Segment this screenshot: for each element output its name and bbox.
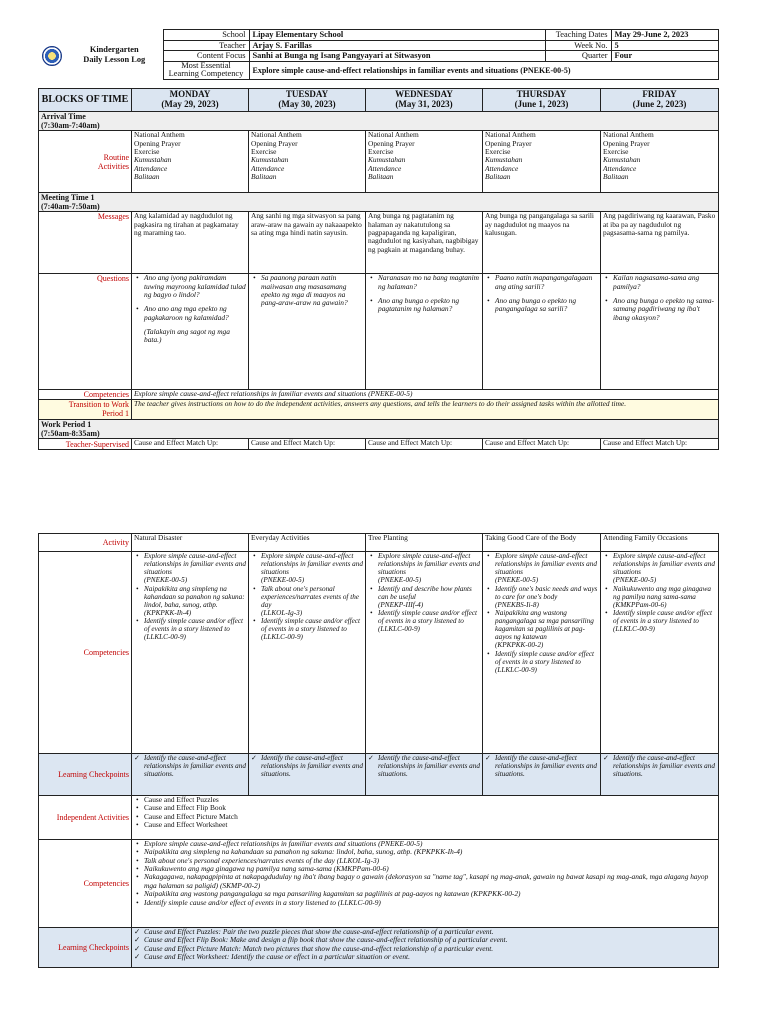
routine-item: National Anthem — [368, 130, 419, 140]
work-competencies-label: Competencies — [39, 552, 132, 754]
competency-code: (LLKLC-00-9) — [144, 633, 186, 642]
header-table — [38, 29, 719, 80]
independent-item: • Cause and Effect Puzzles — [134, 796, 716, 804]
competency-label-1: Most Essential — [181, 60, 231, 70]
blocks-of-time-header: BLOCKS OF TIME — [39, 89, 132, 112]
routine-item: Balitaan — [485, 171, 511, 181]
competency-code: (LLKLC-00-9) — [378, 625, 420, 634]
day-competency-item — [134, 617, 246, 641]
competencies-monday — [132, 552, 249, 754]
routine-item: Exercise — [485, 146, 511, 156]
questions-monday — [132, 274, 249, 390]
day-header-monday: MONDAY (May 29, 2023) — [132, 89, 249, 112]
checkpoint-wednesday: ✓ Identify the cause-and-effect relationships in familiar events and situations. — [366, 754, 483, 796]
competency-item: • Naipakikita ang simpleng na kahandaan sa panahon ng sakuna: lindol, baha, sunog, atbp. (KPKPKK-Ih-4) — [134, 848, 716, 856]
title-line-2: Daily Lesson Log — [83, 54, 146, 64]
activity-friday: Attending Family Occasions — [601, 534, 719, 552]
transition-value: The teacher gives instructions on how to do the independent activities, answers any questions, and tells the learners to do their assigned tasks within the allotted time. — [132, 400, 719, 420]
message-tuesday: Ang sanhi ng mga sitwasyon sa pang araw-araw na gawain ay nakaaapekto sa ating mga hindi natin sayusin. — [249, 212, 366, 274]
competency-text: • Explore simple cause-and-effect relationships in familiar events and situations — [378, 552, 480, 577]
teacher-supervised-label: Teacher-Supervised — [39, 439, 132, 450]
competency-label — [163, 61, 249, 80]
competency-item: • Explore simple cause-and-effect relationships in familiar events and situations (PNEKE-00-5) — [134, 840, 716, 848]
day-header-thursday: THURSDAY (June 1, 2023) — [483, 89, 601, 112]
routine-item: Exercise — [134, 146, 160, 156]
questions-thursday — [483, 274, 601, 390]
routine-item: Kumustahan — [134, 155, 172, 165]
checkpoint-thursday: ✓ Identify the cause-and-effect relationships in familiar events and situations. — [483, 754, 601, 796]
independent-item: • Cause and Effect Picture Match — [134, 813, 716, 821]
meeting-time-section: Meeting Time 1 (7:40am-7:50am) — [39, 193, 719, 212]
competencies-tuesday — [249, 552, 366, 754]
arrival-time-section: Arrival Time (7:30am-7:40am) — [39, 112, 719, 131]
competency-code: (LLKLC-00-9) — [261, 633, 303, 642]
competencies-friday — [601, 552, 719, 754]
competency-code: (LLKLC-00-9) — [495, 665, 537, 674]
message-friday: Ang pagdiriwang ng kaarawan, Pasko at iba pa ay nagdudulot ng pagsasama-sama ng pamilya. — [601, 212, 719, 274]
quarter-label: Quarter — [545, 51, 611, 62]
message-thursday: Ang bunga ng pangangalaga sa sarili ay nagdudulot ng maayos na kalusugan. — [483, 212, 601, 274]
day-competency-item — [603, 585, 716, 609]
competency-code: (PNEKE-00-5) — [144, 576, 188, 585]
independent-item: • Cause and Effect Flip Book — [134, 804, 716, 812]
routine-friday — [601, 131, 719, 193]
routine-item: Kumustahan — [603, 155, 641, 165]
routine-wednesday — [366, 131, 483, 193]
independent-checkpoints-value — [132, 928, 719, 968]
meeting-competencies-label: Competencies — [39, 390, 132, 400]
day-competency-item — [134, 552, 246, 585]
supervised-monday: Cause and Effect Match Up: — [132, 439, 249, 450]
day-header-wednesday: WEDNESDAY (May 31, 2023) — [366, 89, 483, 112]
questions-note: (Talakayin ang sagot ng mga bata.) — [144, 327, 230, 345]
question-item: • Ano ang bunga o epekto ng pangangalaga sa sarili? — [485, 297, 598, 314]
routine-item: Kumustahan — [251, 155, 289, 165]
questions-tuesday — [249, 274, 366, 390]
checkpoint-item: ✓ Cause and Effect Flip Book: Make and design a flip book that show the cause-and-effect relationship of a particular event. — [134, 936, 716, 944]
independent-competencies-label: Competencies — [39, 840, 132, 928]
competency-value: Explore simple cause-and-effect relationships in familiar events and situations (PNEKE-00-5) — [249, 61, 718, 80]
competency-item: • Naikukuwento ang mga ginagawa ng pamilya nang sama-sama (KMKPPam-00-6) — [134, 865, 716, 873]
competency-text: • Identify one's basic needs and ways to care for one's body — [495, 584, 598, 601]
routine-item: Balitaan — [251, 171, 277, 181]
routine-item: Exercise — [603, 146, 629, 156]
day-competency-item — [251, 552, 363, 585]
question-item: • Ano ano ang mga epekto ng pagkakaroon ng kalamidad? — [134, 305, 246, 322]
independent-competencies-value — [132, 840, 719, 928]
routine-item: Exercise — [368, 146, 394, 156]
routine-item: Attendance — [485, 163, 519, 173]
competency-item: • Nakagagawa, nakapagpipinta at nakapagdudulay ng iba't ibang bagay o gawain (dekorasyon sa "name tag", kasapi ng mag-anak, gawain ng bawat kasapi ng mag-anak, mga alagang hayop mga halaman sa paligid) (SKMP-00-2) — [134, 873, 716, 890]
routine-item: Balitaan — [134, 171, 160, 181]
supervised-tuesday: Cause and Effect Match Up: — [249, 439, 366, 450]
competency-text: • Naipakikita ang wastong pangangalaga sa mga pansariling kagamitan sa paglilinis at pag-aayos ng katawan — [495, 608, 594, 642]
competency-text: • Explore simple cause-and-effect relationships in familiar events and situations — [495, 552, 597, 577]
competency-code: (PNEKE-00-5) — [378, 576, 422, 585]
content-focus-value: Sanhi at Bunga ng Isang Pangyayari at Sitwasyon — [249, 51, 545, 62]
competency-item: • Talk about one's personal experiences/narrates events of the day (LLKOL-Ig-3) — [134, 857, 716, 865]
day-competency-item — [485, 552, 598, 585]
routine-item: Opening Prayer — [485, 138, 532, 148]
day-competency-item — [485, 585, 598, 609]
competency-code: (LLKLC-00-9) — [613, 625, 655, 634]
work-period-section: Work Period 1 (7:50am-8:35am) — [39, 420, 719, 439]
routine-item: Opening Prayer — [368, 138, 415, 148]
checkpoint-item: ✓ Cause and Effect Picture Match: Match two pictures that show the cause-and-effect relationship of a particular event. — [134, 945, 716, 953]
routine-item: Attendance — [134, 163, 168, 173]
day-competency-item — [251, 585, 363, 618]
routine-item: Opening Prayer — [251, 138, 298, 148]
school-label: School — [163, 30, 249, 41]
checkpoint-item: ✓ Cause and Effect Worksheet: Identify the cause or effect in a particular situation or event. — [134, 953, 716, 961]
routine-item: Attendance — [603, 163, 637, 173]
message-wednesday: Ang bunga ng pagtatanim ng halaman ay nakatutulong sa pagpapaganda ng kapaligiran, nagdudulot ng kasiyahan, nagbibigay ng pagkain at magandang buhay. — [366, 212, 483, 274]
independent-checkpoints-label: Learning Checkpoints — [39, 928, 132, 968]
messages-label: Messages — [39, 212, 132, 274]
routine-item: National Anthem — [485, 130, 536, 140]
questions-wednesday — [366, 274, 483, 390]
question-item: • Paano natin mapangangalagaan ang ating sarili? — [485, 274, 598, 291]
independent-activities-label: Independent Activities — [39, 796, 132, 840]
activity-wednesday: Tree Planting — [366, 534, 483, 552]
questions-label: Questions — [39, 274, 132, 390]
competencies-thursday — [483, 552, 601, 754]
routine-item: National Anthem — [251, 130, 302, 140]
competency-code: (KMKPPam-00-6) — [613, 600, 667, 609]
supervised-thursday: Cause and Effect Match Up: — [483, 439, 601, 450]
competency-code: (PNEKP-IIIf-4) — [378, 600, 424, 609]
routine-item: Balitaan — [603, 171, 629, 181]
lesson-log-page-2 — [38, 533, 718, 968]
competency-code: (PNEKE-00-5) — [495, 576, 539, 585]
day-competency-item — [603, 552, 716, 585]
schedule-table — [38, 88, 719, 450]
routine-item: Opening Prayer — [134, 138, 181, 148]
transition-label: Transition to Work Period 1 — [39, 400, 132, 420]
day-competency-item — [485, 609, 598, 650]
day-header-friday: FRIDAY (June 2, 2023) — [601, 89, 719, 112]
checkpoint-tuesday: ✓ Identify the cause-and-effect relationships in familiar events and situations. — [249, 754, 366, 796]
checkpoint-monday: ✓ Identify the cause-and-effect relationships in familiar events and situations. — [132, 754, 249, 796]
activity-label: Activity — [39, 534, 132, 552]
day-header-tuesday: TUESDAY (May 30, 2023) — [249, 89, 366, 112]
message-monday: Ang kalamidad ay nagdudulot ng pagkasira ng tirahan at pagkamatay ng maraming tao. — [132, 212, 249, 274]
supervised-friday: Cause and Effect Match Up: — [601, 439, 719, 450]
day-competency-item — [368, 609, 480, 633]
competency-text: • Identify and describe how plants can be useful — [378, 584, 472, 601]
competency-text: • Naikukuwento ang mga ginagawa ng pamilya nang sama-sama — [613, 584, 712, 601]
competency-code: (KPKPKK-Ih-4) — [144, 608, 192, 617]
checkpoint-item: ✓ Cause and Effect Puzzles: Pair the two puzzle pieces that show the cause-and-effect relationship of a particular event. — [134, 928, 716, 936]
day-competency-item — [603, 609, 716, 633]
competency-text: • Identify simple cause and/or effect of events in a story listened to — [261, 617, 361, 634]
competency-text: • Identify simple cause and/or effect of events in a story listened to — [495, 649, 595, 666]
competency-text: • Identify simple cause and/or effect of events in a story listened to — [378, 608, 478, 625]
week-value: 5 — [611, 40, 718, 51]
competency-text: • Identify simple cause and/or effect of events in a story listened to — [613, 608, 713, 625]
meeting-competencies-value: Explore simple cause-and-effect relationships in familiar events and situations (PNEKE-00-5) — [132, 390, 719, 400]
routine-item: Kumustahan — [368, 155, 406, 165]
competency-code: (LLKOL-Ig-3) — [261, 608, 303, 617]
competency-text: • Naipakikita ang simpleng na kahandaan sa panahon ng sakuna: lindol, baha, sunog, atbp. — [144, 584, 245, 609]
quarter-value: Four — [611, 51, 718, 62]
question-item: • Kailan nagsasama-sama ang pamilya? — [603, 274, 716, 291]
day-competency-item — [485, 650, 598, 674]
teacher-label: Teacher — [163, 40, 249, 51]
competency-text: • Explore simple cause-and-effect relationships in familiar events and situations — [613, 552, 715, 577]
learning-checkpoints-label: Learning Checkpoints — [39, 754, 132, 796]
independent-activities-value — [132, 796, 719, 840]
supervised-wednesday: Cause and Effect Match Up: — [366, 439, 483, 450]
routine-item: Attendance — [368, 163, 402, 173]
competency-text: • Talk about one's personal experiences/narrates events of the day — [261, 584, 359, 609]
competency-item: • Identify simple cause and/or effect of events in a story listened to (LLKLC-00-9) — [134, 899, 716, 907]
work-period-table — [38, 533, 719, 968]
competencies-wednesday — [366, 552, 483, 754]
competency-item: • Naipakikita ang wastong pangangalaga sa mga pansariling kagamitan sa paglilinis at pag-aayos ng katawan (KPKPKK-00-2) — [134, 890, 716, 898]
school-value: Lipay Elementary School — [249, 30, 545, 41]
checkpoint-friday: ✓ Identify the cause-and-effect relationships in familiar events and situations. — [601, 754, 719, 796]
routine-monday — [132, 131, 249, 193]
question-item: • Ano ang iyong pakiramdam tuwing mayroong kalamidad tulad ng bagyo o lindol? — [134, 274, 246, 299]
question-item: • Sa paanong paraan natin maiiwasan ang masasamang epekto ng mga di maayos na pang-araw-araw na gawain? — [251, 274, 363, 307]
competency-label-2: Learning Competency — [168, 69, 244, 79]
title-line-1: Kindergarten — [89, 44, 139, 54]
routine-item: Kumustahan — [485, 155, 523, 165]
routine-item: Balitaan — [368, 171, 394, 181]
day-competency-item — [134, 585, 246, 618]
content-focus-label: Content Focus — [163, 51, 249, 62]
day-competency-item — [368, 552, 480, 585]
competency-code: (PNEKBS-Ii-8) — [495, 600, 539, 609]
log-title — [66, 30, 163, 80]
activity-monday: Natural Disaster — [132, 534, 249, 552]
day-competency-item — [368, 585, 480, 609]
question-item: • Ano ang bunga o epekto ng pagtatanim ng halaman? — [368, 297, 480, 314]
question-item: • Ano ang bunga o epekto ng sama-samang pagdiriwang ng iba't ibang okasyon? — [603, 297, 716, 322]
day-competency-item — [251, 617, 363, 641]
teaching-dates-value: May 29-June 2, 2023 — [611, 30, 718, 41]
question-item: • Naranasan mo na bang magtanim ng halaman? — [368, 274, 480, 291]
routine-activities-label: Routine Activities — [39, 131, 132, 193]
activity-tuesday: Everyday Activities — [249, 534, 366, 552]
routine-item: Opening Prayer — [603, 138, 650, 148]
teaching-dates-label: Teaching Dates — [545, 30, 611, 41]
competency-text: • Identify simple cause and/or effect of events in a story listened to — [144, 617, 244, 634]
routine-item: Exercise — [251, 146, 277, 156]
lesson-log-page-1 — [38, 29, 718, 450]
routine-item: National Anthem — [603, 130, 654, 140]
competency-text: • Explore simple cause-and-effect relationships in familiar events and situations — [144, 552, 246, 577]
routine-item: Attendance — [251, 163, 285, 173]
competency-code: (PNEKE-00-5) — [613, 576, 657, 585]
activity-thursday: Taking Good Care of the Body — [483, 534, 601, 552]
routine-item: National Anthem — [134, 130, 185, 140]
deped-logo — [38, 30, 66, 80]
questions-friday — [601, 274, 719, 390]
routine-tuesday — [249, 131, 366, 193]
teacher-value: Arjay S. Farillas — [249, 40, 545, 51]
competency-code: (KPKPKK-00-2) — [495, 641, 544, 650]
seal-icon — [42, 46, 62, 66]
routine-thursday — [483, 131, 601, 193]
independent-item: • Cause and Effect Worksheet — [134, 821, 716, 829]
competency-code: (PNEKE-00-5) — [261, 576, 305, 585]
week-label: Week No. — [545, 40, 611, 51]
competency-text: • Explore simple cause-and-effect relationships in familiar events and situations — [261, 552, 363, 577]
